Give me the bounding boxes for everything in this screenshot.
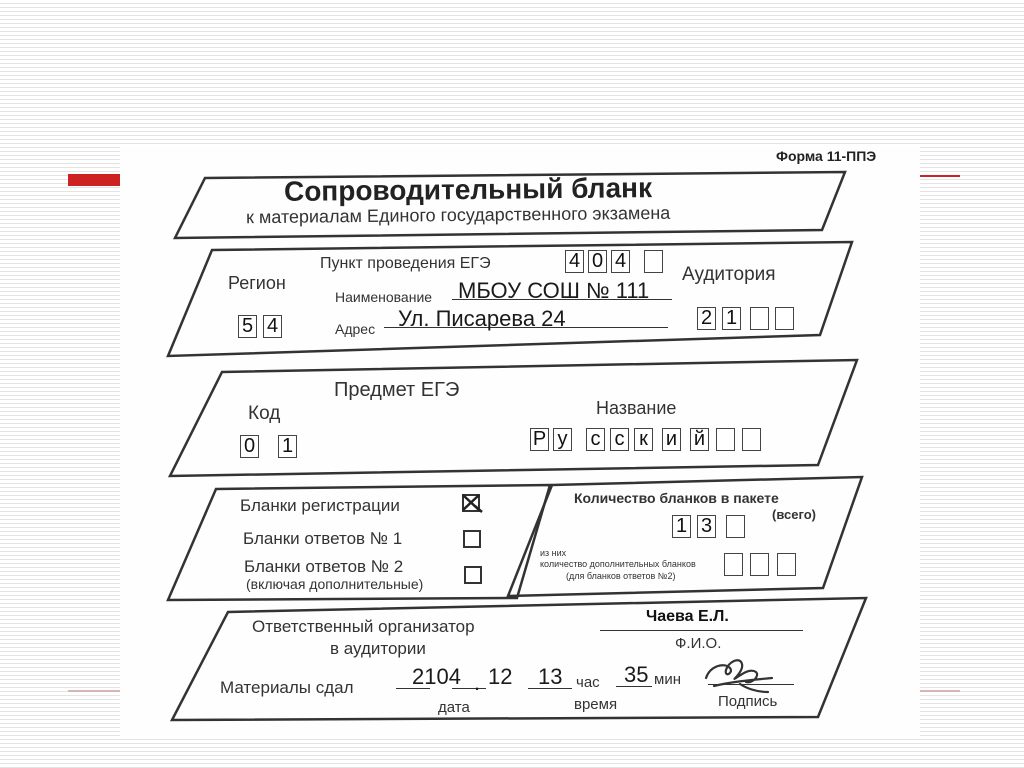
auditorium-cell[interactable] bbox=[775, 307, 794, 330]
subject-name-cell[interactable]: с bbox=[586, 428, 605, 451]
month-value[interactable]: 12 bbox=[488, 664, 513, 689]
subject-name-cell[interactable] bbox=[716, 428, 735, 451]
answers2-note: (включая дополнительные) bbox=[246, 576, 424, 592]
ppe-label: Пункт проведения ЕГЭ bbox=[320, 255, 491, 272]
region-cell[interactable]: 4 bbox=[263, 315, 282, 338]
subject-name-cell[interactable]: й bbox=[690, 428, 709, 451]
organizer-label-2: в аудитории bbox=[330, 639, 426, 658]
time-label: время bbox=[574, 696, 618, 713]
subject-heading: Предмет ЕГЭ bbox=[334, 379, 460, 401]
subject-name-cell[interactable]: у bbox=[553, 428, 572, 451]
date-value[interactable]: 2104 bbox=[412, 664, 461, 689]
extra-label-2: количество дополнительных бланков bbox=[540, 559, 696, 569]
subject-name-cell[interactable] bbox=[742, 428, 761, 451]
answers2-checkbox[interactable] bbox=[464, 566, 482, 584]
subject-code-cell[interactable]: 0 bbox=[240, 435, 259, 458]
count-note: (всего) bbox=[772, 507, 816, 522]
auditorium-label: Аудитория bbox=[682, 264, 776, 285]
auditorium-cell[interactable] bbox=[750, 307, 769, 330]
subject-name-label: Название bbox=[596, 398, 677, 418]
answers1-label: Бланки ответов № 1 bbox=[243, 529, 403, 548]
subject-code-label: Код bbox=[248, 403, 281, 424]
fio-label: Ф.И.О. bbox=[675, 635, 722, 652]
subject-name-cell[interactable]: с bbox=[610, 428, 629, 451]
count-cell[interactable]: 3 bbox=[697, 515, 716, 538]
organizer-label-1: Ответственный организатор bbox=[252, 617, 475, 636]
count-cell[interactable]: 1 bbox=[672, 515, 691, 538]
handed-label: Материалы сдал bbox=[220, 678, 354, 697]
answers1-checkbox[interactable] bbox=[463, 530, 481, 548]
form-title: Сопроводительный бланк bbox=[283, 172, 653, 207]
fio-underline bbox=[600, 630, 803, 631]
ppe-cell[interactable]: 4 bbox=[565, 250, 584, 273]
hour-value[interactable]: 13 bbox=[538, 664, 563, 689]
auditorium-cell[interactable]: 1 bbox=[722, 307, 741, 330]
region-label: Регион bbox=[228, 273, 286, 293]
count-label: Количество бланков в пакете bbox=[574, 490, 779, 506]
minute-value[interactable]: 35 bbox=[624, 662, 649, 687]
name-value[interactable]: МБОУ СОШ № 111 bbox=[458, 278, 650, 303]
subject-code-cell[interactable]: 1 bbox=[278, 435, 297, 458]
subject-name-cell[interactable]: Р bbox=[530, 428, 549, 451]
ppe-cell[interactable]: 0 bbox=[588, 250, 607, 273]
date-label: дата bbox=[438, 699, 470, 716]
ppe-cell[interactable]: 4 bbox=[611, 250, 630, 273]
answers2-label: Бланки ответов № 2 bbox=[244, 557, 404, 576]
name-label: Наименование bbox=[335, 289, 433, 305]
extra-label-3: (для бланков ответов №2) bbox=[566, 571, 676, 581]
region-cell[interactable]: 5 bbox=[238, 315, 257, 338]
registration-label: Бланки регистрации bbox=[240, 496, 400, 515]
form-subtitle: к материалам Единого государственного экзамена bbox=[245, 202, 671, 228]
fio-value[interactable]: Чаева Е.Л. bbox=[646, 608, 729, 625]
extra-cell[interactable] bbox=[724, 553, 743, 576]
form-number: Форма 11-ППЭ bbox=[776, 148, 877, 164]
address-value[interactable]: Ул. Писарева 24 bbox=[398, 306, 566, 331]
signature-image bbox=[700, 648, 780, 698]
extra-label-1: из них bbox=[540, 548, 567, 558]
check-x-icon bbox=[461, 493, 483, 513]
auditorium-cell[interactable]: 2 bbox=[697, 307, 716, 330]
signature-underline bbox=[708, 684, 794, 685]
extra-cell[interactable] bbox=[777, 553, 796, 576]
subject-name-cell[interactable]: к bbox=[634, 428, 653, 451]
count-cell[interactable] bbox=[726, 515, 745, 538]
hour-label: час bbox=[576, 674, 600, 691]
signature-label: Подпись bbox=[718, 693, 778, 710]
date-separator: . bbox=[474, 670, 481, 695]
ppe-cell[interactable] bbox=[644, 250, 663, 273]
registration-checkbox[interactable] bbox=[462, 494, 480, 512]
minute-label: мин bbox=[654, 671, 681, 688]
extra-cell[interactable] bbox=[750, 553, 769, 576]
address-label: Адрес bbox=[335, 321, 376, 337]
subject-name-cell[interactable]: и bbox=[662, 428, 681, 451]
